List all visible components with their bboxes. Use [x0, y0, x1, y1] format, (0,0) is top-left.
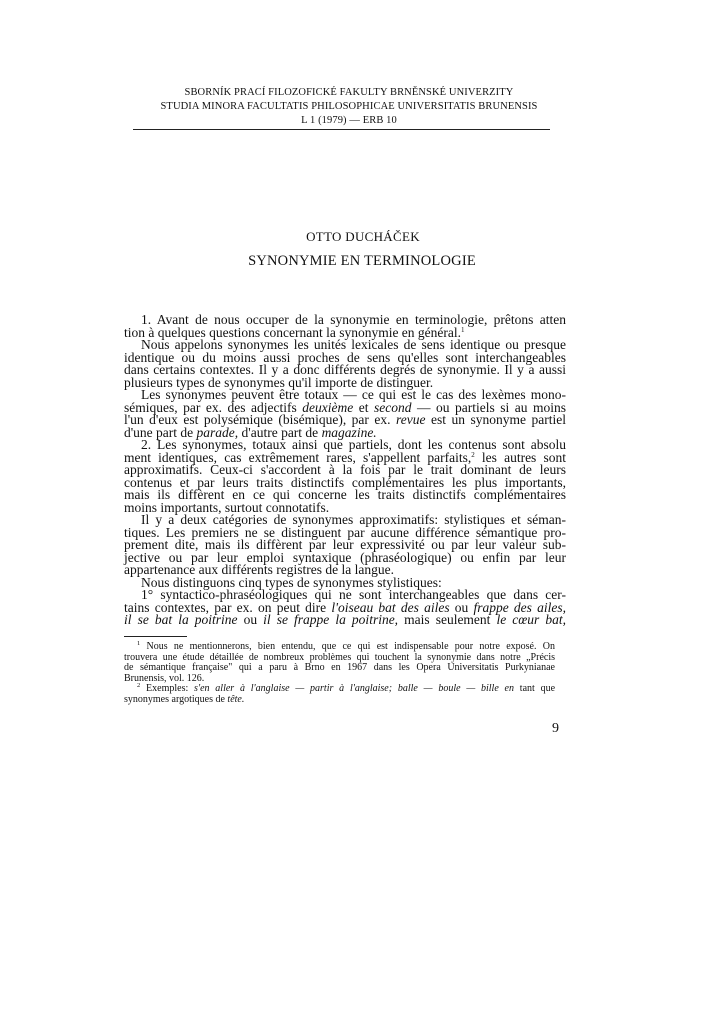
body-line: Nous appelons synonymes les unités lexicales de sens identique ou presque	[141, 337, 566, 352]
body-line: identique ou du moins aussi proches de sens qu'elles sont interchangeables	[124, 349, 566, 365]
body-line: Les synonymes peuvent être totaux — ce qui est le cas des lexèmes mono-	[141, 387, 566, 402]
footnote-line: de sémantique française" qui a paru à Brno en 1967 dans les Opera Universitatis Purkynianae	[124, 662, 555, 673]
author-name: OTTO DUCHÁČEK	[306, 229, 420, 244]
body-line: tiques. Les premiers ne se distinguent par aucune différence sémantique pro-	[124, 524, 566, 540]
body-line: Il y a deux catégories de synonymes approximatifs: stylistiques et séman-	[141, 512, 566, 527]
journal-header-line-3: L 1 (1979) — ERB 10	[301, 115, 397, 126]
body-line: 1. Avant de nous occuper de la synonymie en terminologie, prêtons atten	[141, 312, 566, 327]
body-line: plusieurs types de synonymes qu'il importe de distinguer.	[124, 374, 434, 390]
journal-header	[133, 86, 565, 128]
body-line: prement dite, mais ils diffèrent par leur expressivité ou par leur valeur sub-	[124, 537, 566, 552]
footnote-line: $^2$ Exemples: s'en aller à l'anglaise — partir à l'anglaise; balle — boule — bille en tant que	[137, 682, 556, 694]
body-line: d'une part de parade, d'autre part de magazine.	[124, 424, 377, 440]
body-line: 2. Les synonymes, totaux ainsi que partiels, dont les contenus sont absolu	[141, 437, 566, 452]
body-line: ment identiques, cas extrêmement rares, s'appellent parfaits,$^2$ les autres sont	[124, 449, 566, 465]
body-line: 1° syntactico-phraséologiques qui ne sont interchangeables que dans cer-	[141, 587, 566, 602]
body-line: Nous distinguons cinq types de synonymes stylistiques:	[141, 574, 442, 590]
footnote-line: Brunensis, vol. 126.	[124, 672, 205, 684]
footnote-line: $^1$ Nous ne mentionnerons, bien entendu, que ce qui est indispensable pour notre exposé. On	[137, 640, 555, 652]
body-line: il se bat la poitrine ou il se frappe la poitrine, mais seulement le cœur bat,	[124, 612, 567, 627]
article-body	[124, 314, 566, 627]
body-line: l'un d'eux est polysémique (bisémique), par ex. revue est un synonyme partiel	[124, 412, 566, 427]
footnote-line: synonymes argotiques de tête.	[124, 693, 245, 705]
footnote-number: 2	[137, 682, 141, 689]
body-line: tion à quelques questions concernant la synonymie en général.$^1$	[124, 324, 465, 340]
body-line: jective ou par leur emploi syntaxique (phraséologique) ou enfin par leur	[124, 549, 566, 565]
journal-header-line-2: STUDIA MINORA FACULTATIS PHILOSOPHICAE UNIVERSITATIS BRUNENSIS	[160, 101, 538, 112]
body-line: tains contextes, par ex. on peut dire l'oiseau bat des ailes ou frappe des ailes,	[124, 599, 566, 615]
footnote-ref: 2	[471, 450, 475, 459]
body-line: approximatifs. Ceux-ci s'accordent à la fois par le trait dominant de leurs	[124, 462, 566, 477]
article-title: SYNONYMIE EN TERMINOLOGIE	[248, 253, 476, 269]
body-line: appartenance aux différents registres de la langue.	[124, 562, 394, 577]
page-number: 9	[552, 721, 559, 736]
header-rule	[133, 129, 550, 130]
body-line: sémiques, par ex. des adjectifs deuxième et second — ou partiels si au moins	[124, 399, 566, 415]
body-line: contenus et par leurs traits distinctifs complémentaires les plus importants,	[124, 474, 566, 490]
journal-header-line-1: SBORNÍK PRACÍ FILOZOFICKÉ FAKULTY BRNĚNSKÉ UNIVERZITY	[184, 87, 514, 98]
footnote-ref: 1	[461, 325, 465, 334]
body-line: mais ils diffèrent en ce qui concerne les traits distinctifs complémentaires	[124, 487, 566, 502]
body-line: dans certains contextes. Il y a donc différents degrés de synonymie. Il y a aussi	[124, 362, 566, 377]
footnotes	[124, 642, 555, 705]
footnote-line: trouvera une étude détaillée de nombreux problèmes qui touchent la synonymie dans notre „Précis	[124, 651, 555, 663]
body-line: moins importants, surtout connotatifs.	[124, 499, 330, 515]
footnote-number: 1	[137, 640, 141, 647]
footnote-rule	[124, 636, 187, 637]
